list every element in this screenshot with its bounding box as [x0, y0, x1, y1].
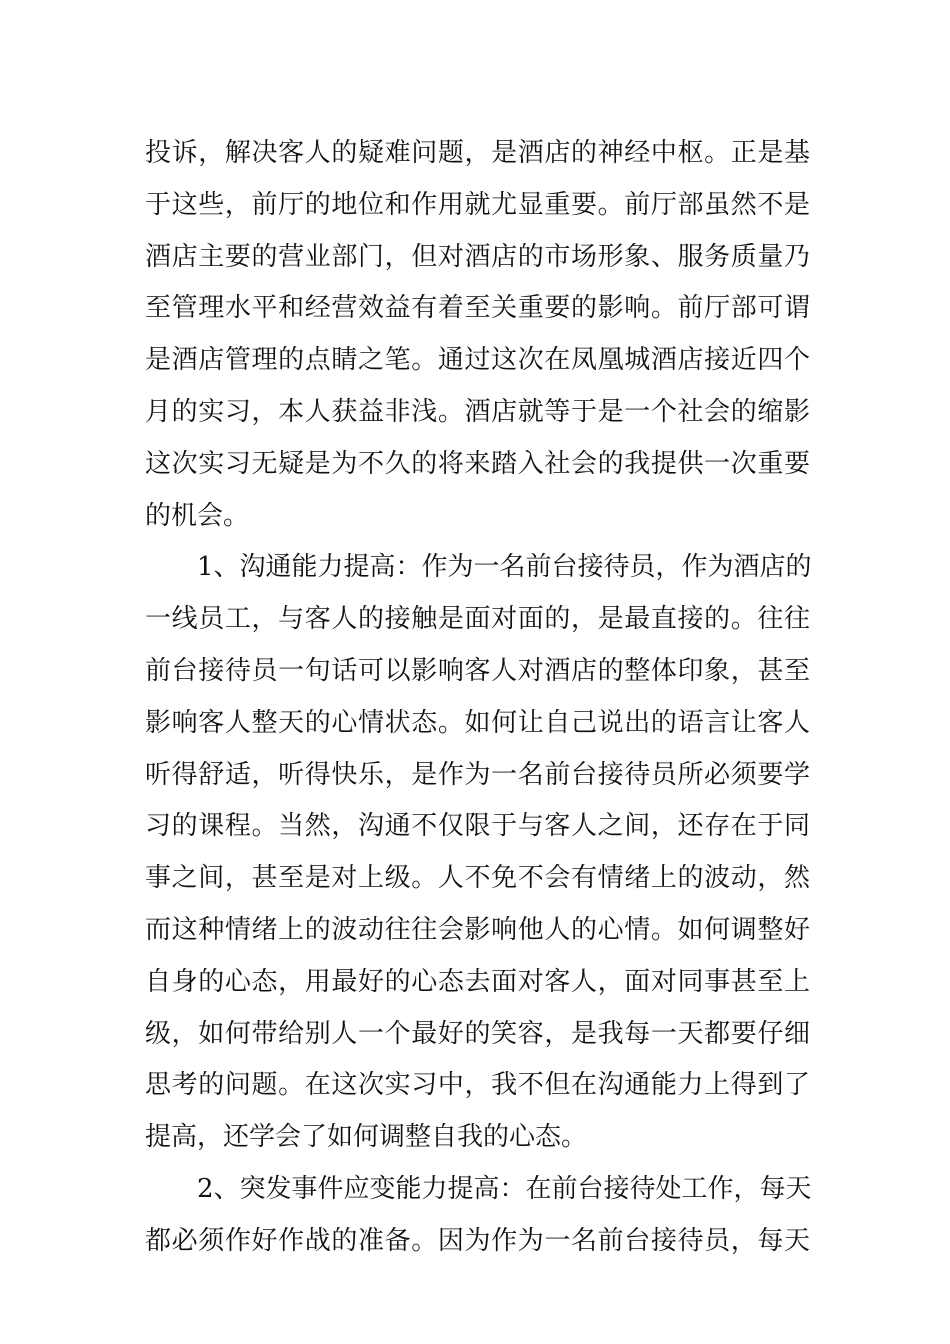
text-line: 提高，还学会了如何调整自我的心态。 [145, 1122, 588, 1153]
text-line: 投诉，解决客人的疑难问题，是酒店的神经中枢。正是基 [145, 138, 810, 168]
text-line: 自身的心态，用最好的心态去面对客人，面对同事甚至上 [145, 966, 810, 997]
text-line: 而这种情绪上的波动往往会影响他人的心情。如何调整好 [145, 914, 810, 945]
text-line: 至管理水平和经营效益有着至关重要的影响。前厅部可谓 [145, 293, 810, 324]
text-line: 思考的问题。在这次实习中，我不但在沟通能力上得到了 [145, 1070, 810, 1101]
text-line: 习的课程。当然，沟通不仅限于与客人之间，还存在于同 [145, 811, 810, 842]
body-text [145, 128, 810, 1268]
text-line: 前台接待员一句话可以影响客人对酒店的整体印象，甚至 [145, 655, 810, 686]
text-line: 事之间，甚至是对上级。人不免不会有情绪上的波动，然 [145, 863, 810, 894]
text-line: 酒店主要的营业部门，但对酒店的市场形象、服务质量乃 [145, 241, 810, 272]
paragraph-first-line: 1、沟通能力提高：作为一名前台接待员，作为酒店的 [197, 552, 812, 583]
text-line: 月的实习，本人获益非浅。酒店就等于是一个社会的缩影 [145, 396, 810, 427]
text-line: 于这些，前厅的地位和作用就尤显重要。前厅部虽然不是 [145, 189, 810, 220]
text-line: 一线员工，与客人的接触是面对面的，是最直接的。往往 [145, 604, 810, 635]
text-line: 影响客人整天的心情状态。如何让自己说出的语言让客人 [145, 707, 810, 738]
text-line: 听得舒适，听得快乐，是作为一名前台接待员所必须要学 [145, 759, 810, 790]
text-line: 是酒店管理的点睛之笔。通过这次在凤凰城酒店接近四个 [145, 345, 810, 376]
text-line: 级，如何带给别人一个最好的笑容，是我每一天都要仔细 [145, 1018, 810, 1049]
paragraph-first-line: 2、突发事件应变能力提高：在前台接待处工作，每天 [197, 1173, 812, 1204]
text-line: 都必须作好作战的准备。因为作为一名前台接待员，每天 [145, 1225, 810, 1256]
text-line: 这次实习无疑是为不久的将来踏入社会的我提供一次重要 [145, 448, 810, 479]
text-line: 的机会。 [145, 500, 250, 531]
